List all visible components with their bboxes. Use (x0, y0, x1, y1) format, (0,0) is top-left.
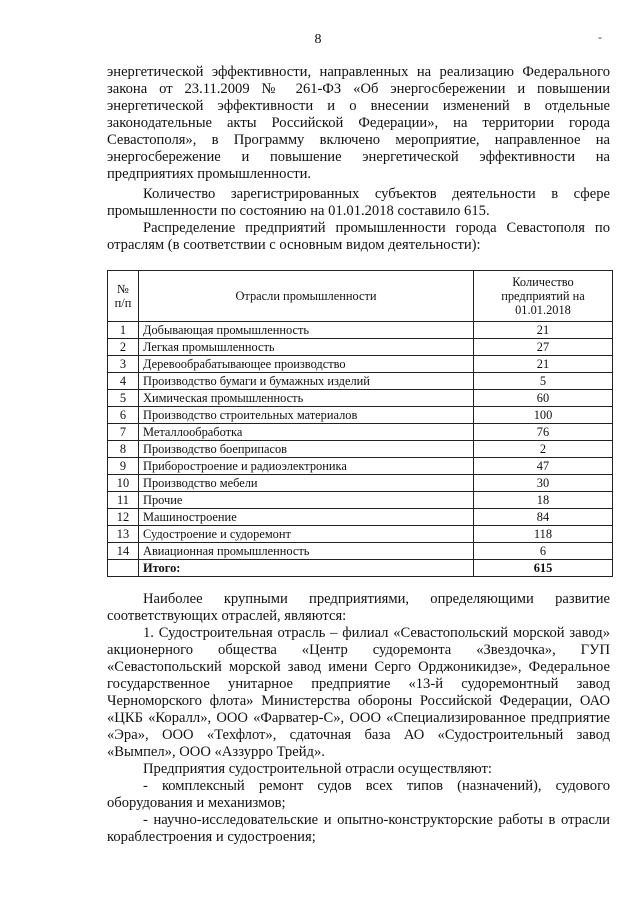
document-body (107, 64, 610, 846)
industry-name: Химическая промышленность (139, 390, 474, 407)
row-number: 6 (108, 407, 139, 424)
table-row (108, 475, 613, 492)
table-row (108, 441, 613, 458)
table-row (108, 339, 613, 356)
scan-mark: - (598, 30, 602, 44)
table-row (108, 424, 613, 441)
industry-name: Добывающая промышленность (139, 322, 474, 339)
enterprise-count: 2 (474, 441, 613, 458)
row-number: 3 (108, 356, 139, 373)
industry-name: Деревообрабатывающее производство (139, 356, 474, 373)
row-number: 14 (108, 543, 139, 560)
row-number: 1 (108, 322, 139, 339)
intro-paragraph: энергетической эффективности, направленных на реализацию Федерального закона от 23.11.2009 № 261-ФЗ «Об энергосбережении и повышении энергетической эффективности и о внесении изменений в отдельные законодательные акты Российской Федерации», на территории города Севастополя», в Программу включено мероприятие, направленное на энергосбережение и повышение энергетической эффективности на предприятиях промышленности. (107, 64, 610, 182)
table-row (108, 509, 613, 526)
industry-name: Производство боеприпасов (139, 441, 474, 458)
row-number: 5 (108, 390, 139, 407)
enterprise-count: 84 (474, 509, 613, 526)
shipbuilding-paragraph: 1. Судостроительная отрасль – филиал «Севастопольский морской завод» акционерного общества «Центр судоремонта «Звездочка», ГУП «Севастопольский морской завод имени Серго Орджоникидзе», Федеральное государственное унитарное предприятие «13-й судоремонтный завод Черноморского флота» Министерства обороны Российской Федерации, ОАО «ЦКБ «Коралл», ООО «Фарватер-С», ООО «Специализированное предприятие «Эра», ООО «Техфлот», сдаточная база АО «Судостроительный завод «Вымпел», ООО «Аззурро Трейд». (107, 625, 610, 760)
industry-name: Судостроение и судоремонт (139, 526, 474, 543)
enterprise-count: 5 (474, 373, 613, 390)
table-row (108, 390, 613, 407)
row-number: 13 (108, 526, 139, 543)
table-row (108, 543, 613, 560)
registered-count-paragraph: Количество зарегистрированных субъектов деятельности в сфере промышленности по состоянию на 01.01.2018 составило 615. (107, 186, 610, 219)
table-row (108, 526, 613, 543)
table-row (108, 492, 613, 509)
enterprise-count: 100 (474, 407, 613, 424)
industry-name: Производство бумаги и бумажных изделий (139, 373, 474, 390)
list-item: - комплексный ремонт судов всех типов (назначений), судового оборудования и механизмов; (107, 778, 610, 811)
enterprise-count: 76 (474, 424, 613, 441)
row-number: 12 (108, 509, 139, 526)
enterprise-count: 21 (474, 356, 613, 373)
industry-name: Авиационная промышленность (139, 543, 474, 560)
table-row (108, 322, 613, 339)
row-number: 7 (108, 424, 139, 441)
row-number: 11 (108, 492, 139, 509)
header-count: Количество предприятий на 01.01.2018 (474, 271, 613, 322)
table-total-row (108, 560, 613, 577)
distribution-paragraph: Распределение предприятий промышленности города Севастополя по отраслям (в соответствии с основным видом деятельности): (107, 220, 610, 253)
enterprise-count: 21 (474, 322, 613, 339)
row-number: 9 (108, 458, 139, 475)
enterprise-count: 47 (474, 458, 613, 475)
enterprise-count: 30 (474, 475, 613, 492)
row-number: 2 (108, 339, 139, 356)
table-row (108, 458, 613, 475)
table-row (108, 356, 613, 373)
row-number: 10 (108, 475, 139, 492)
total-value: 615 (474, 560, 613, 577)
carry-out-paragraph: Предприятия судостроительной отрасли осуществляют: (143, 761, 492, 777)
header-num: № п/п (108, 271, 139, 322)
enterprise-count: 27 (474, 339, 613, 356)
header-industry: Отрасли промышленности (139, 271, 474, 322)
industry-name: Приборостроение и радиоэлектроника (139, 458, 474, 475)
table-row (108, 373, 613, 390)
industry-name: Производство строительных материалов (139, 407, 474, 424)
industry-name: Прочие (139, 492, 474, 509)
industry-name: Производство мебели (139, 475, 474, 492)
list-item: - научно-исследовательские и опытно-конструкторские работы в отрасли кораблестроения и судостроения; (107, 812, 610, 845)
largest-enterprises-paragraph: Наиболее крупными предприятиями, определяющими развитие соответствующих отраслей, являются: (107, 591, 610, 624)
industry-table (107, 270, 613, 577)
enterprise-count: 118 (474, 526, 613, 543)
industry-name: Легкая промышленность (139, 339, 474, 356)
total-num-cell (108, 560, 139, 577)
page-number: 8 (314, 32, 322, 47)
enterprise-count: 6 (474, 543, 613, 560)
total-label: Итого: (139, 560, 474, 577)
table-row (108, 407, 613, 424)
table-header-row (108, 271, 613, 322)
industry-name: Машиностроение (139, 509, 474, 526)
industry-name: Металлообработка (139, 424, 474, 441)
row-number: 4 (108, 373, 139, 390)
enterprise-count: 18 (474, 492, 613, 509)
enterprise-count: 60 (474, 390, 613, 407)
row-number: 8 (108, 441, 139, 458)
